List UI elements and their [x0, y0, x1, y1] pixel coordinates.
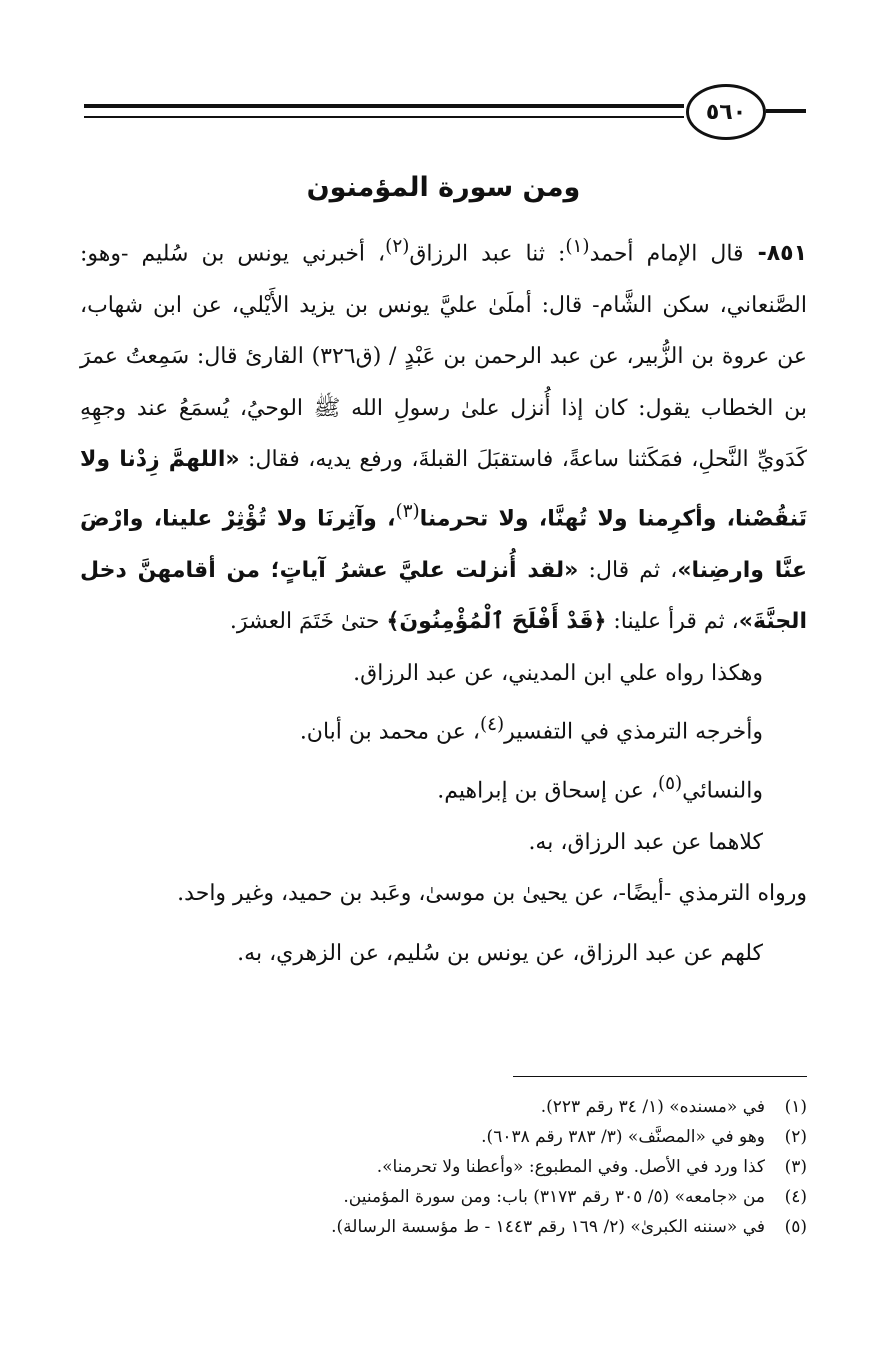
prophet-quote: «لقد أُنزلت عليَّ عشرُ آياتٍ؛ من أقامهنَّ دخل الجنَّةَ» — [80, 557, 807, 635]
hadith-text: ، ثم قال: — [578, 557, 678, 583]
footnote-number: (٤) — [784, 1187, 807, 1207]
footnote-number: (٥) — [784, 1217, 807, 1237]
footnote-ref-5: (٥) — [657, 772, 683, 794]
footnote — [80, 1182, 807, 1212]
takhrij-line: كلهم عن عبد الرزاق، عن يونس بن سُليم، عن الزهري، به. — [237, 940, 763, 966]
hadith-text: حتىٰ خَتَمَ العشرَ. — [229, 609, 387, 635]
footnote-ref-1: (١) — [565, 236, 590, 257]
footnotes — [80, 1092, 807, 1242]
footnote-text: في «سننه الكبرىٰ» (٢/ ١٦٩ رقم ١٤٤٣ - ط مؤسسة الرسالة). — [331, 1217, 765, 1237]
footnote-ref-2: (٢) — [385, 236, 410, 257]
surah-title: ومن سورة المؤمنون — [306, 172, 581, 203]
footnote-ref-4: (٤) — [479, 714, 505, 736]
hadith-number: ٨٥١- — [757, 241, 808, 267]
footnote-number: (٣) — [784, 1157, 807, 1177]
page-number-badge — [686, 84, 766, 140]
takhrij-line: وأخرجه الترمذي في التفسير$^{(٤)}$، عن محمد بن أبان. — [299, 714, 763, 745]
hadith-text: ، ثم قرأ علينا: — [606, 609, 739, 635]
footnote-number: (٢) — [784, 1127, 807, 1147]
header-rule-right — [766, 109, 806, 113]
hadith-paragraph — [80, 221, 807, 648]
footnote-separator — [513, 1076, 807, 1077]
prayer-quote: «اللهمَّ زِدْنا ولا تَنقُصْنا، وأكرِمنا ولا تُهنَّا، ولا تحرمنا — [80, 447, 807, 532]
hadith-text: قال الإمام أحمد — [589, 241, 744, 267]
takhrij-line: والنسائي$^{(٥)}$، عن إسحاق بن إبراهيم. — [437, 772, 763, 804]
footnote-number: (١) — [784, 1097, 807, 1117]
prayer-quote: ، وآثِرنَا ولا تُؤْثِرْ علينا، وارْضَ عنَّا وارضِنا» — [80, 506, 807, 583]
footnote-text: كذا ورد في الأصل. وفي المطبوع: «وأعطنا ولا تحرمنا». — [376, 1157, 765, 1177]
footnote-text: وهو في «المصنَّف» (٣/ ٣٨٣ رقم ٦٠٣٨). — [481, 1127, 765, 1147]
quran-verse: ﴿قَدْ أَفْلَحَ ٱلْمُؤْمِنُونَ﴾ — [386, 609, 607, 635]
main-content — [80, 172, 807, 979]
header-rule — [84, 104, 684, 118]
footnote — [80, 1152, 807, 1182]
hadith-text: : ثنا عبد الرزاق — [409, 241, 566, 267]
footnote — [80, 1212, 807, 1242]
page-number: ٥٦٠ — [705, 99, 747, 125]
takhrij-line: كلاهما عن عبد الرزاق، به. — [528, 829, 763, 855]
footnote — [80, 1092, 807, 1122]
footnote-text: من «جامعه» (٥/ ٣٠٥ رقم ٣١٧٣) باب: ومن سورة المؤمنين. — [343, 1187, 765, 1207]
hadith-text: ، أخبرني يونس بن سُليم -وهو: الصَّنعاني، سكن الشَّام- قال: أملَىٰ عليَّ يونس بن يزيد الأَيْلي، عن ابن شهاب، عن عروة بن الزُّبير، عن عبد الرحمن بن عَبْدٍ / (ق٣٢٦) القارئ قال: سَمِعتُ عمرَ بن الخطاب يقول: كان إذا أُنزل علىٰ رسولِ الله ﷺ الوحيُ، يُسمَعُ عند وجهِهِ كَدَويِّ النَّحلِ، فمَكَثنا ساعةً، فاستقبَلَ القبلةَ، ورفع يديه، فقال: — [80, 241, 807, 473]
footnote — [80, 1122, 807, 1152]
footnote-text: في «مسنده» (١/ ٣٤ رقم ٢٢٣). — [540, 1097, 765, 1117]
takhrij-line: ورواه الترمذي -أيضًا-، عن يحيىٰ بن موسىٰ، وعَبد بن حميد، وغير واحد. — [177, 881, 807, 907]
takhrij-line: وهكذا رواه علي ابن المديني، عن عبد الرزاق. — [353, 660, 763, 686]
footnote-ref-3: (٣) — [395, 500, 420, 522]
